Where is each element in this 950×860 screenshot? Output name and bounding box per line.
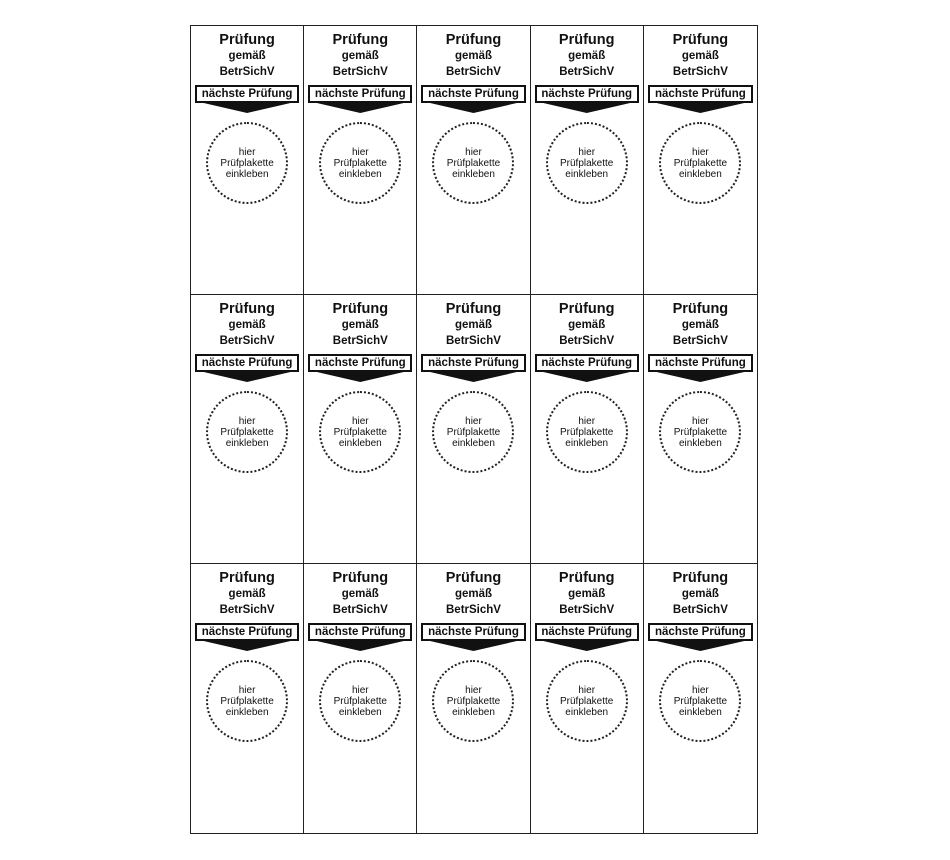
seal-text-line: hier <box>238 415 256 427</box>
label-title: Prüfung <box>672 570 729 586</box>
label-subtitle-line1: gemäß <box>341 319 379 331</box>
seal-text-line: Prüfplakette <box>673 426 728 438</box>
next-inspection-text: nächste Prüfung <box>308 354 412 372</box>
inspection-seal-placeholder <box>319 122 401 204</box>
next-inspection-banner <box>535 85 639 115</box>
label-subtitle-line1: gemäß <box>228 319 266 331</box>
label-title: Prüfung <box>445 32 502 48</box>
seal-text-line: einkleben <box>338 168 382 180</box>
seal-text-line: hier <box>692 684 709 696</box>
label-title: Prüfung <box>219 32 275 48</box>
label-subtitle-line2: BetrSichV <box>446 604 501 616</box>
seal-text-line: hier <box>578 146 596 158</box>
label-subtitle-line2: BetrSichV <box>332 335 388 347</box>
seal-text-line: einkleben <box>678 168 722 180</box>
next-inspection-text: nächste Prüfung <box>421 354 525 372</box>
seal-text-line: Prüfplakette <box>560 426 614 438</box>
inspection-seal-placeholder <box>432 660 514 742</box>
next-inspection-banner <box>648 354 753 384</box>
inspection-seal-placeholder <box>659 660 741 742</box>
label-subtitle-line2: BetrSichV <box>446 335 501 347</box>
inspection-seal-placeholder <box>319 391 401 473</box>
inspection-seal-placeholder <box>659 391 741 473</box>
seal-text-line: einkleben <box>338 706 382 718</box>
label-title: Prüfung <box>332 32 389 48</box>
next-inspection-text: nächste Prüfung <box>648 354 753 372</box>
label-title: Prüfung <box>445 570 502 586</box>
next-inspection-text: nächste Prüfung <box>648 623 753 641</box>
label-title: Prüfung <box>558 570 615 586</box>
inspection-label <box>417 26 530 295</box>
label-subtitle-line2: BetrSichV <box>672 66 728 78</box>
next-inspection-banner <box>308 85 412 115</box>
label-subtitle-line1: gemäß <box>568 319 606 331</box>
inspection-label <box>191 295 304 564</box>
seal-text-line: Prüfplakette <box>446 157 501 169</box>
inspection-label <box>191 564 304 833</box>
label-subtitle-line1: gemäß <box>681 588 719 600</box>
next-inspection-text: nächste Prüfung <box>421 623 525 641</box>
inspection-seal-placeholder <box>432 391 514 473</box>
next-inspection-text: nächste Prüfung <box>648 85 753 103</box>
label-title: Prüfung <box>219 570 275 586</box>
seal-text-line: Prüfplakette <box>333 695 387 707</box>
seal-text-line: einkleben <box>452 706 495 718</box>
next-inspection-banner <box>648 623 753 653</box>
label-subtitle-line1: gemäß <box>454 319 493 331</box>
seal-text-line: hier <box>351 415 369 427</box>
label-subtitle-line1: gemäß <box>228 588 266 600</box>
next-inspection-banner <box>195 354 299 384</box>
inspection-label <box>304 295 417 564</box>
seal-text-line: Prüfplakette <box>560 695 614 707</box>
next-inspection-text: nächste Prüfung <box>535 354 639 372</box>
seal-text-line: Prüfplakette <box>446 695 501 707</box>
seal-text-line: Prüfplakette <box>220 695 274 707</box>
next-inspection-text: nächste Prüfung <box>195 623 299 641</box>
inspection-seal-placeholder <box>206 122 288 204</box>
next-inspection-text: nächste Prüfung <box>535 85 639 103</box>
next-inspection-banner <box>421 623 525 653</box>
next-inspection-banner <box>535 354 639 384</box>
next-inspection-banner <box>195 623 299 653</box>
next-inspection-text: nächste Prüfung <box>308 85 412 103</box>
inspection-seal-placeholder <box>206 660 288 742</box>
label-subtitle-line2: BetrSichV <box>332 604 388 616</box>
label-subtitle-line2: BetrSichV <box>672 604 728 616</box>
label-subtitle-line2: BetrSichV <box>559 604 615 616</box>
label-subtitle-line2: BetrSichV <box>672 335 728 347</box>
label-subtitle-line1: gemäß <box>454 588 493 600</box>
seal-text-line: einkleben <box>225 168 269 180</box>
seal-text-line: hier <box>238 146 256 158</box>
inspection-label <box>531 564 644 833</box>
label-subtitle-line2: BetrSichV <box>446 66 501 78</box>
next-inspection-text: nächste Prüfung <box>195 85 299 103</box>
inspection-label <box>417 295 530 564</box>
inspection-seal-placeholder <box>432 122 514 204</box>
seal-text-line: hier <box>351 146 369 158</box>
label-subtitle-line1: gemäß <box>454 50 493 62</box>
next-inspection-banner <box>421 354 525 384</box>
label-subtitle-line1: gemäß <box>341 50 379 62</box>
label-title: Prüfung <box>332 301 389 317</box>
label-subtitle-line1: gemäß <box>228 50 266 62</box>
inspection-seal-placeholder <box>659 122 741 204</box>
label-subtitle-line1: gemäß <box>568 50 606 62</box>
seal-text-line: Prüfplakette <box>446 426 501 438</box>
seal-text-line: hier <box>465 684 482 696</box>
next-inspection-banner <box>195 85 299 115</box>
inspection-seal-placeholder <box>206 391 288 473</box>
inspection-label <box>531 295 644 564</box>
next-inspection-banner <box>535 623 639 653</box>
next-inspection-banner <box>308 623 412 653</box>
label-title: Prüfung <box>332 570 389 586</box>
seal-text-line: hier <box>351 684 369 696</box>
inspection-label <box>644 26 757 295</box>
label-subtitle-line2: BetrSichV <box>332 66 388 78</box>
seal-text-line: hier <box>692 146 709 158</box>
seal-text-line: einkleben <box>225 706 269 718</box>
inspection-label <box>531 26 644 295</box>
label-subtitle-line2: BetrSichV <box>219 604 275 616</box>
inspection-seal-placeholder <box>546 660 628 742</box>
seal-text-line: Prüfplakette <box>560 157 614 169</box>
seal-text-line: einkleben <box>565 437 609 449</box>
seal-text-line: einkleben <box>452 168 495 180</box>
seal-text-line: Prüfplakette <box>673 157 728 169</box>
label-subtitle-line1: gemäß <box>568 588 606 600</box>
inspection-seal-placeholder <box>319 660 401 742</box>
label-title: Prüfung <box>672 301 729 317</box>
seal-text-line: hier <box>578 415 596 427</box>
inspection-label <box>304 564 417 833</box>
seal-text-line: hier <box>238 684 256 696</box>
seal-text-line: einkleben <box>338 437 382 449</box>
seal-text-line: Prüfplakette <box>220 157 274 169</box>
label-title: Prüfung <box>219 301 275 317</box>
next-inspection-text: nächste Prüfung <box>535 623 639 641</box>
seal-text-line: einkleben <box>678 706 722 718</box>
seal-text-line: einkleben <box>565 706 609 718</box>
seal-text-line: einkleben <box>225 437 269 449</box>
seal-text-line: hier <box>465 146 482 158</box>
inspection-label <box>304 26 417 295</box>
next-inspection-text: nächste Prüfung <box>421 85 525 103</box>
seal-text-line: einkleben <box>565 168 609 180</box>
label-subtitle-line1: gemäß <box>341 588 379 600</box>
label-subtitle-line2: BetrSichV <box>219 66 275 78</box>
seal-text-line: Prüfplakette <box>220 426 274 438</box>
seal-text-line: einkleben <box>678 437 722 449</box>
next-inspection-banner <box>308 354 412 384</box>
next-inspection-banner <box>648 85 753 115</box>
inspection-label <box>644 295 757 564</box>
inspection-label <box>644 564 757 833</box>
label-sheet <box>190 25 758 834</box>
label-subtitle-line2: BetrSichV <box>559 66 615 78</box>
seal-text-line: hier <box>578 684 596 696</box>
label-subtitle-line2: BetrSichV <box>559 335 615 347</box>
inspection-label <box>191 26 304 295</box>
next-inspection-text: nächste Prüfung <box>195 354 299 372</box>
next-inspection-banner <box>421 85 525 115</box>
seal-text-line: einkleben <box>452 437 495 449</box>
inspection-seal-placeholder <box>546 391 628 473</box>
seal-text-line: Prüfplakette <box>333 157 387 169</box>
label-title: Prüfung <box>672 32 729 48</box>
next-inspection-text: nächste Prüfung <box>308 623 412 641</box>
label-title: Prüfung <box>445 301 502 317</box>
label-subtitle-line1: gemäß <box>681 319 719 331</box>
label-subtitle-line2: BetrSichV <box>219 335 275 347</box>
seal-text-line: Prüfplakette <box>333 426 387 438</box>
seal-text-line: hier <box>465 415 482 427</box>
label-subtitle-line1: gemäß <box>681 50 719 62</box>
label-title: Prüfung <box>558 301 615 317</box>
label-title: Prüfung <box>558 32 615 48</box>
inspection-seal-placeholder <box>546 122 628 204</box>
inspection-label <box>417 564 530 833</box>
seal-text-line: hier <box>692 415 709 427</box>
seal-text-line: Prüfplakette <box>673 695 728 707</box>
